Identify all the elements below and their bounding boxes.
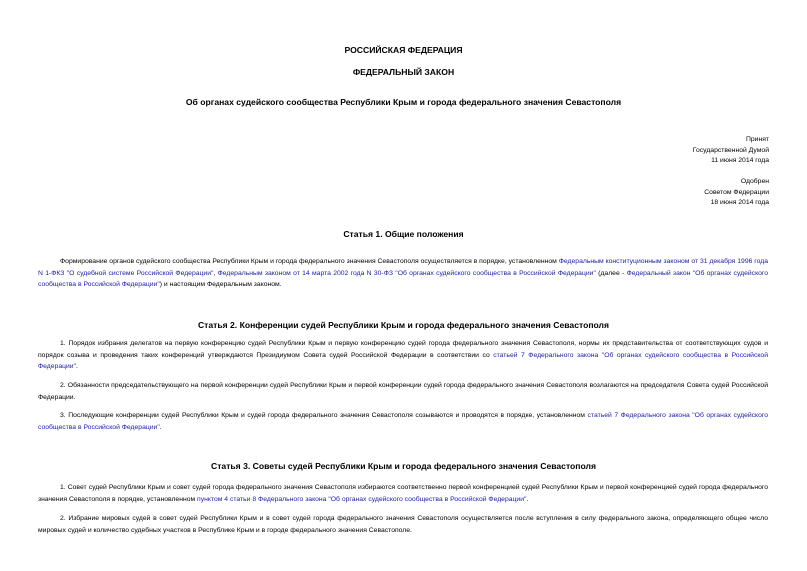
document-title: Об органах судейского сообщества Республики Крым и города федерального значения Севастополя	[185, 97, 622, 107]
text-span: ,	[213, 269, 218, 277]
text-span: .	[159, 423, 162, 431]
adopted-line-1: Принят	[745, 136, 769, 143]
approved-block	[704, 177, 769, 209]
adopted-line-2: Государственной Думой	[692, 146, 769, 154]
text-span: ) и настоящим Федеральным законом.	[159, 281, 282, 288]
article-2-paragraph-2	[38, 380, 768, 403]
article-2-heading: Статья 2. Конференции судей Республики Крым и города федерального значения Севастополя	[197, 320, 610, 330]
text-span: Формирование органов судейского сообщества Республики Крым и города федерального значения Севастополя осуществляется в порядке, установленном	[60, 258, 559, 265]
text-span: (далее -	[595, 269, 627, 277]
link-article-7[interactable]: статьей 7 Федерального закона "Об органах судейского сообщества в Российской Федерации"	[38, 351, 768, 370]
text-span: 2. Избрание мировых судей в совет судей Республики Крым и в совет судей города федерального значения Севастополя осуществляется после вступления в силу федерального закона, определяющего общее число мировых судей и количество судебных участков в Республике Крым и в городе федерального значения Севастополе.	[38, 515, 768, 534]
approved-line-3: 18 июня 2014 года	[710, 199, 769, 206]
text-span: 3. Последующие конференции судей Республики Крым и судей города федерального значения Севастополя созываются и проводятся в порядке, установленном	[60, 412, 588, 419]
article-3-paragraph-2	[38, 513, 768, 536]
approved-line-1: Одобрен	[740, 178, 769, 185]
approved-line-2: Советом Федерации	[704, 188, 769, 196]
text-span: 2. Обязанности председательствующего на первой конференции судей Республики Крым и первой конференции судей города федерального значения Севастополя возлагаются на председателя Совета судей Российской Федерации.	[38, 382, 768, 401]
article-1-paragraph-1	[38, 256, 768, 291]
header-country: РОССИЙСКАЯ ФЕДЕРАЦИЯ	[344, 45, 463, 55]
text-span: .	[76, 363, 78, 370]
adopted-line-3: 11 июня 2014 года	[711, 157, 769, 164]
article-3-heading: Статья 3. Советы судей Республики Крым и города федерального значения Севастополя	[211, 461, 596, 471]
text-span: 1. Порядок избрания делегатов на первую конференцию судей Республики Крым и первую конференцию судей города федерального значения Севастополя, нормы их представительства от соответствующих судов и порядок созыва и проведения таких конференций утверждаются Президиумом Совета судей Российской Федерации в соответствии со	[38, 340, 768, 359]
link-article-7[interactable]: статьей 7 Федерального закона "Об органах судейского сообщества в Российской Федерации"	[38, 412, 768, 431]
article-1-heading: Статья 1. Общие положения	[343, 229, 464, 239]
article-2-paragraph-3	[38, 410, 768, 433]
link-federal-law-short[interactable]: Федеральный закон "Об органах судейского сообщества в Российской Федерации"	[38, 269, 769, 288]
article-3-paragraph-1	[38, 482, 768, 505]
header-doc-type: ФЕДЕРАЛЬНЫЙ ЗАКОН	[352, 67, 455, 77]
text-span: .	[526, 495, 529, 503]
link-constitutional-law[interactable]: Федеральным конституционным законом от 31 декабря 1996 года N 1-ФКЗ "О судебной системе Российской Федерации"	[38, 258, 768, 277]
link-article-8-point-4[interactable]: пунктом 4 статьи 8 Федерального закона "Об органах судейского сообщества в Российской Федерации"	[197, 495, 527, 503]
text-span: 1. Совет судей Республики Крым и совет судей города федерального значения Севастополя избираются соответственно первой конференцией судей Республики Крым и первой конференцией судей города федерального значения Севастополя в порядке, установленном	[38, 484, 768, 503]
link-federal-law-30[interactable]: Федеральным законом от 14 марта 2002 года N 30-ФЗ "Об органах судейского сообщества в Российской Федерации"	[217, 269, 596, 277]
adopted-block	[693, 135, 769, 167]
article-2-paragraph-1	[38, 338, 768, 373]
